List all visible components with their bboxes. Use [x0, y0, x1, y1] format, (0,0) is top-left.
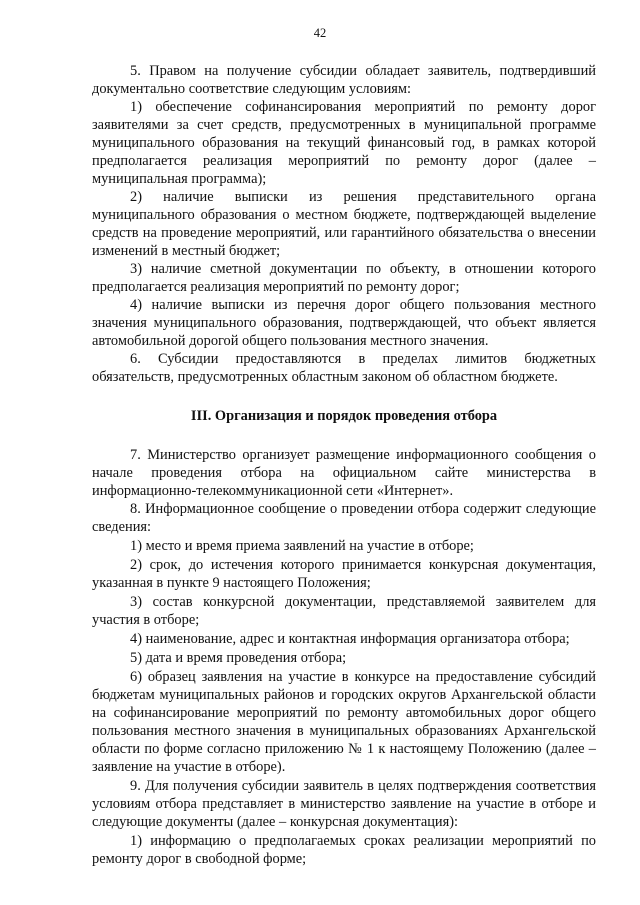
paragraph-8-item-1: 1) место и время приема заявлений на участие в отборе; — [130, 538, 474, 554]
paragraph-8-item-3: 3) состав конкурсной документации, представляемой заявителем для участия в отборе; — [92, 594, 596, 628]
page-number: 42 — [313, 26, 327, 40]
paragraph-5-item-3: 3) наличие сметной документации по объекту, в отношении которого предполагается реализация мероприятий по ремонту дорог; — [92, 261, 596, 295]
paragraph-9-item-1: 1) информацию о предполагаемых сроках реализации мероприятий по ремонту дорог в свободной форме; — [92, 833, 596, 867]
section-heading: III. Организация и порядок проведения отбора — [190, 408, 498, 424]
paragraph-5-item-4: 4) наличие выписки из перечня дорог общего пользования местного значения муниципального образования, подтверждающей, что объект является автомобильной дорогой общего пользования местного значения. — [92, 297, 596, 349]
paragraph-7: 7. Министерство организует размещение информационного сообщения о начале проведения отбора на официальном сайте министерства в информационно-телекоммуникационной сети «Интернет». — [92, 447, 596, 499]
paragraph-5-item-1: 1) обеспечение софинансирования мероприятий по ремонту дорог заявителями за счет средств, предусмотренных в муниципальной программе муниципального образования на текущий финансовый год, в рамках которой предполагается реализация мероприятий по ремонту дорог (далее – муниципальная программа); — [92, 99, 596, 187]
paragraph-5: 5. Правом на получение субсидии обладает заявитель, подтвердивший документально соответствие следующим условиям: — [92, 63, 596, 97]
paragraph-5-item-2: 2) наличие выписки из решения представительного органа муниципального образования о местном бюджете, подтверждающей выделение средств на проведение мероприятий, или гарантийного обязательства о внесении изменений в местный бюджет; — [92, 189, 596, 259]
paragraph-8-item-6: 6) образец заявления на участие в конкурсе на предоставление субсидий бюджетам муниципальных районов и городских округов Архангельской области на софинансирование мероприятий по ремонту автомобильных дорог общего пользования местного значения в муниципальных образованиях Архангельской области по форме согласно приложению № 1 к настоящему Положению (далее – заявление на участие в отборе). — [92, 669, 596, 775]
document-body — [92, 62, 596, 868]
paragraph-8-item-4: 4) наименование, адрес и контактная информация организатора отбора; — [130, 631, 570, 647]
paragraph-8-item-2: 2) срок, до истечения которого принимается конкурсная документация, указанная в пункте 9 настоящего Положения; — [92, 557, 596, 591]
paragraph-9: 9. Для получения субсидии заявитель в целях подтверждения соответствия условиям отбора представляет в министерство заявление на участие в отборе и следующие документы (далее – конкурсная документация): — [92, 778, 596, 830]
paragraph-8: 8. Информационное сообщение о проведении отбора содержит следующие сведения: — [92, 501, 596, 535]
paragraph-6: 6. Субсидии предоставляются в пределах лимитов бюджетных обязательств, предусмотренных областным законом об областном бюджете. — [92, 351, 596, 385]
paragraph-8-item-5: 5) дата и время проведения отбора; — [130, 650, 347, 666]
